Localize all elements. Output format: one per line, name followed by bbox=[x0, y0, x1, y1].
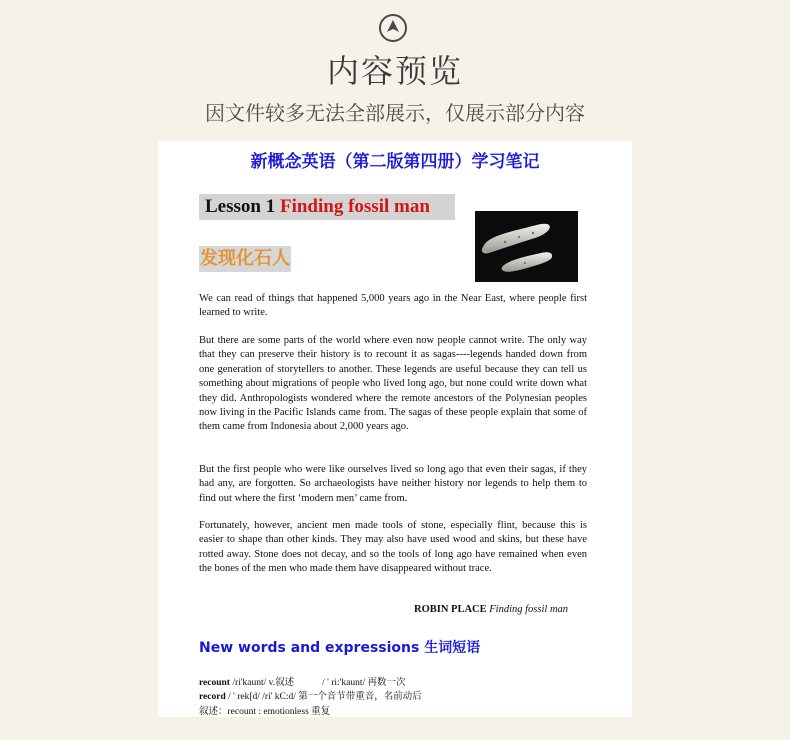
lesson-name: Finding fossil man bbox=[279, 196, 430, 217]
headword: record bbox=[199, 692, 226, 702]
word-line bbox=[199, 688, 422, 702]
paragraph-1: We can read of things that happened 5,000 years ago in the Near East, where people first learned to write. bbox=[199, 293, 587, 319]
document-page bbox=[158, 141, 632, 717]
source-author: ROBIN PLACE bbox=[414, 604, 487, 615]
preview-title: 内容预览 bbox=[326, 52, 463, 90]
source-work: Finding fossil man bbox=[489, 604, 569, 615]
paragraph-4: Fortunately, however, ancient men made tools of stone, especially flint, because this is easier to shape than other kinds. They may also have used wood and skins, but these have rotted away. Stone does not decay, and so the tools of long ago have remained when even the bones of the men who made them have disappeared without trace. bbox=[199, 520, 587, 575]
chinese-lesson-title: 发现化石人 bbox=[199, 246, 291, 272]
lesson-number: Lesson 1 bbox=[205, 196, 276, 217]
source-attribution bbox=[414, 604, 568, 615]
fossil-bones-photo bbox=[475, 211, 578, 282]
preview-header bbox=[0, 0, 790, 140]
word-definition: /ri'kaunt/ v.叙述 bbox=[229, 678, 295, 688]
word-note: 叙述：recount : emotionless 重复 bbox=[199, 707, 331, 717]
document-title: 新概念英语（第二版第四册）学习笔记 bbox=[250, 152, 540, 172]
preview-subtitle: 因文件较多无法全部展示，仅展示部分内容 bbox=[205, 101, 585, 125]
lesson-heading bbox=[199, 194, 455, 220]
word-line bbox=[199, 703, 330, 717]
headword: recount bbox=[199, 678, 230, 688]
new-words-heading: New words and expressions 生词短语 bbox=[199, 640, 481, 656]
word-alt-definition: / ' ri:'kaunt/ 再数一次 bbox=[322, 678, 406, 688]
paragraph-3: But the first people who were like ourselves lived so long ago that even their sagas, if they had any, are forgotten. So archaeologists have neither history nor legends to help them to find out where the first ‘modern men’ came from. bbox=[199, 464, 587, 504]
word-line bbox=[199, 674, 406, 688]
up-arrow-circle-icon bbox=[379, 14, 407, 42]
word-definition: / ' rek[d/ /ri' kC:d/ 第一个音节带重音，名前动后 bbox=[225, 692, 422, 702]
paragraph-2: But there are some parts of the world where even now people cannot write. The only way that they can preserve their history is to recount it as sagas----legends handed down from one generation of storytellers to another. These legends are useful because they can tell us something about migrations of people who lived long ago, but none could write down what they did. Anthropologists wondered where the remote ancestors of the Polynesian peoples now living in the Pacific Islands came from. The sagas of these people explain that some of them came from Indonesia about 2,000 years ago. bbox=[199, 335, 587, 433]
